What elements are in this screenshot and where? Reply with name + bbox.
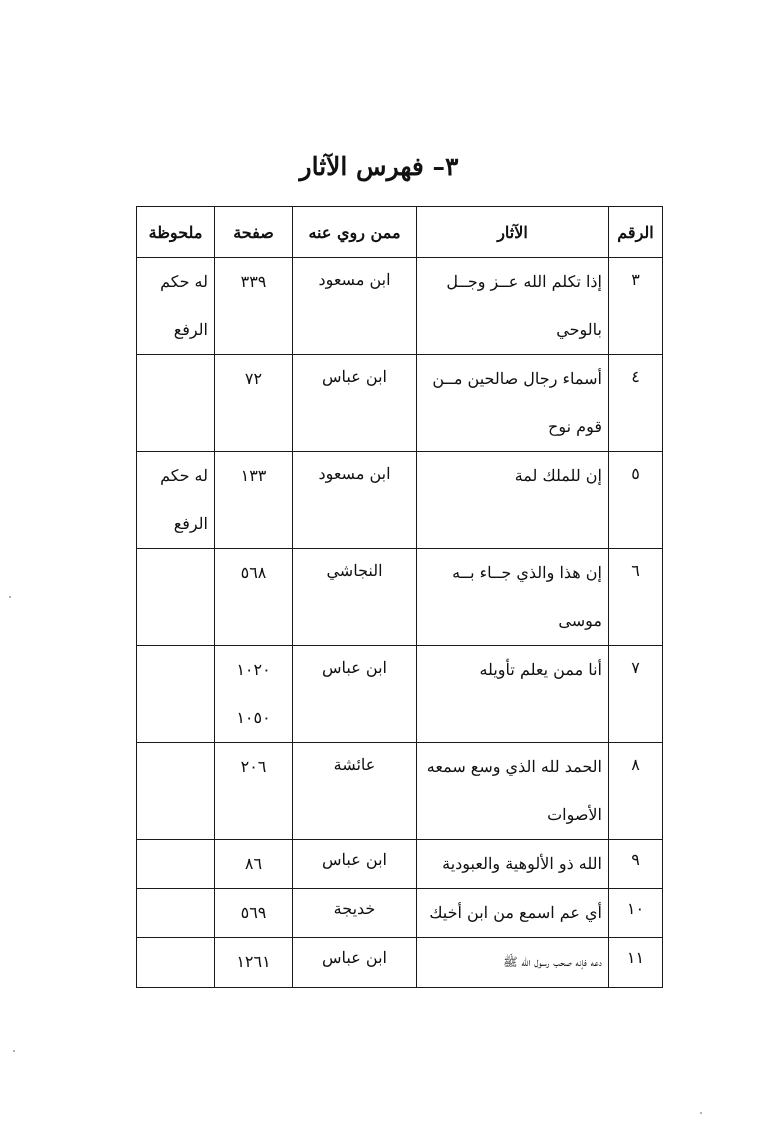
row-page: ٥٦٨ <box>215 549 293 646</box>
table-row <box>137 452 663 549</box>
row-narrator: ابن عباس <box>293 938 417 988</box>
scan-speck <box>9 596 11 598</box>
row-note <box>137 889 215 938</box>
row-page: ٧٢ <box>215 355 293 452</box>
table-row <box>137 889 663 938</box>
row-number: ١٠ <box>609 889 663 938</box>
header-number: الرقم <box>609 207 663 258</box>
row-number: ٨ <box>609 743 663 840</box>
row-number: ٦ <box>609 549 663 646</box>
row-note <box>137 938 215 988</box>
row-athar: إن للملك لمة <box>417 452 609 549</box>
row-note <box>137 646 215 743</box>
row-page: ٨٦ <box>215 840 293 889</box>
scan-speck <box>700 1112 702 1114</box>
row-page: ٥٦٩ <box>215 889 293 938</box>
table-row <box>137 646 663 743</box>
row-narrator: ابن مسعود <box>293 452 417 549</box>
row-narrator: ابن عباس <box>293 646 417 743</box>
header-page: صفحة <box>215 207 293 258</box>
row-athar: أنا ممن يعلم تأويله <box>417 646 609 743</box>
athar-index-table-wrapper <box>136 206 662 988</box>
row-note <box>137 355 215 452</box>
row-narrator: عائشة <box>293 743 417 840</box>
row-athar: إن هذا والذي جــاء بــه موسى <box>417 549 609 646</box>
scan-speck <box>13 1050 15 1052</box>
row-page: ٣٣٩ <box>215 258 293 355</box>
row-narrator: النجاشي <box>293 549 417 646</box>
row-number: ١١ <box>609 938 663 988</box>
header-note: ملحوظة <box>137 207 215 258</box>
row-number: ٩ <box>609 840 663 889</box>
row-page: ١٠٢٠ ١٠٥٠ <box>215 646 293 743</box>
row-number: ٤ <box>609 355 663 452</box>
row-number: ٥ <box>609 452 663 549</box>
row-athar: إذا تكلم الله عــز وجــل بالوحي <box>417 258 609 355</box>
row-page: ١٣٣ <box>215 452 293 549</box>
table-row <box>137 355 663 452</box>
row-athar: الله ذو الألوهية والعبودية <box>417 840 609 889</box>
row-narrator: ابن عباس <box>293 840 417 889</box>
row-number: ٣ <box>609 258 663 355</box>
row-number: ٧ <box>609 646 663 743</box>
row-note <box>137 549 215 646</box>
row-note <box>137 840 215 889</box>
row-narrator: ابن مسعود <box>293 258 417 355</box>
row-narrator: ابن عباس <box>293 355 417 452</box>
table-row <box>137 549 663 646</box>
table-row <box>137 938 663 988</box>
row-page: ٢٠٦ <box>215 743 293 840</box>
row-narrator: خديجة <box>293 889 417 938</box>
table-row <box>137 743 663 840</box>
header-athar: الآثار <box>417 207 609 258</box>
row-athar: أسماء رجال صالحين مــن قوم نوح <box>417 355 609 452</box>
row-note: له حكم الرفع <box>137 258 215 355</box>
row-athar: أي عم اسمع من ابن أخيك <box>417 889 609 938</box>
row-athar: دعه فإنه صحب رسول الله ﷺ <box>417 938 609 988</box>
table-row <box>137 258 663 355</box>
row-note <box>137 743 215 840</box>
athar-index-table <box>136 206 663 988</box>
table-row <box>137 840 663 889</box>
table-header-row <box>137 207 663 258</box>
row-athar: الحمد لله الذي وسع سمعه الأصوات <box>417 743 609 840</box>
header-narrator: ممن روي عنه <box>293 207 417 258</box>
row-note: له حكم الرفع <box>137 452 215 549</box>
page-title: ٣– فهرس الآثار <box>299 152 459 181</box>
row-page: ١٢٦١ <box>215 938 293 988</box>
